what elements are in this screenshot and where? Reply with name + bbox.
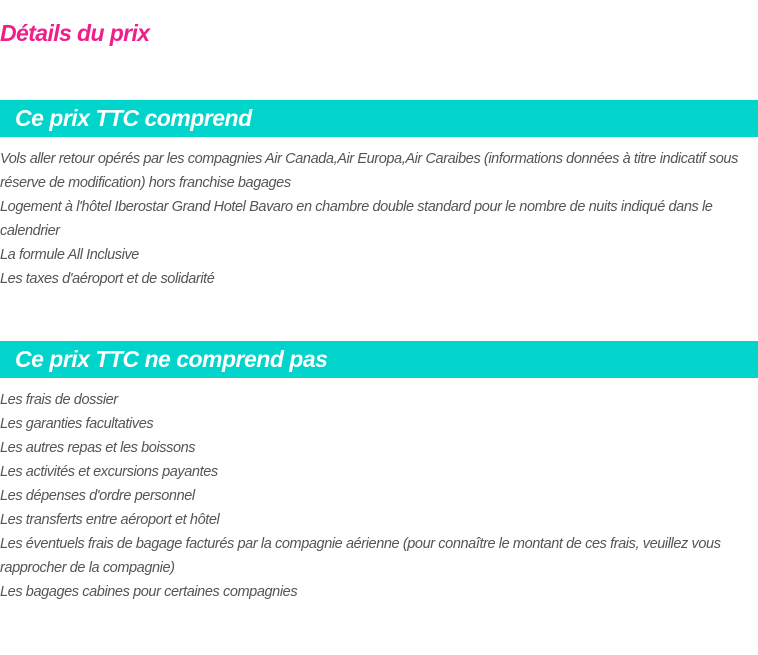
excluded-section-heading: Ce prix TTC ne comprend pas (15, 346, 328, 372)
included-item-lodging: Logement à l'hôtel Iberostar Grand Hotel Bavaro en chambre double standard pour le nombre de nuits indiqué dans le calendrier (0, 199, 713, 239)
included-item-flights: Vols aller retour opérés par les compagnies Air Canada,Air Europa,Air Caraibes (informations données à titre indicatif sous réserve de modification) hors franchise bagages (0, 151, 738, 191)
included-item-taxes: Les taxes d'aéroport et de solidarité (0, 271, 215, 287)
excluded-section-header (0, 341, 758, 378)
excluded-item-cabin-baggage: Les bagages cabines pour certaines compagnies (0, 584, 298, 600)
excluded-item-personal-expenses: Les dépenses d'ordre personnel (0, 488, 195, 504)
included-section-header (0, 100, 758, 137)
excluded-items-list (0, 388, 752, 604)
included-items-list (0, 147, 752, 291)
excluded-item-baggage-fees: Les éventuels frais de bagage facturés par la compagnie aérienne (pour connaître le montant de ces frais, veuillez vous rapprocher de la compagnie) (0, 536, 721, 576)
excluded-item-file-fees: Les frais de dossier (0, 392, 118, 408)
included-item-all-inclusive: La formule All Inclusive (0, 247, 139, 263)
excluded-item-optional-insurance: Les garanties facultatives (0, 416, 154, 432)
excluded-item-transfers: Les transferts entre aéroport et hôtel (0, 512, 220, 528)
excluded-item-paid-activities: Les activités et excursions payantes (0, 464, 218, 480)
page-title: Détails du prix (0, 20, 150, 46)
included-section-heading: Ce prix TTC comprend (15, 105, 252, 131)
excluded-item-meals-drinks: Les autres repas et les boissons (0, 440, 196, 456)
